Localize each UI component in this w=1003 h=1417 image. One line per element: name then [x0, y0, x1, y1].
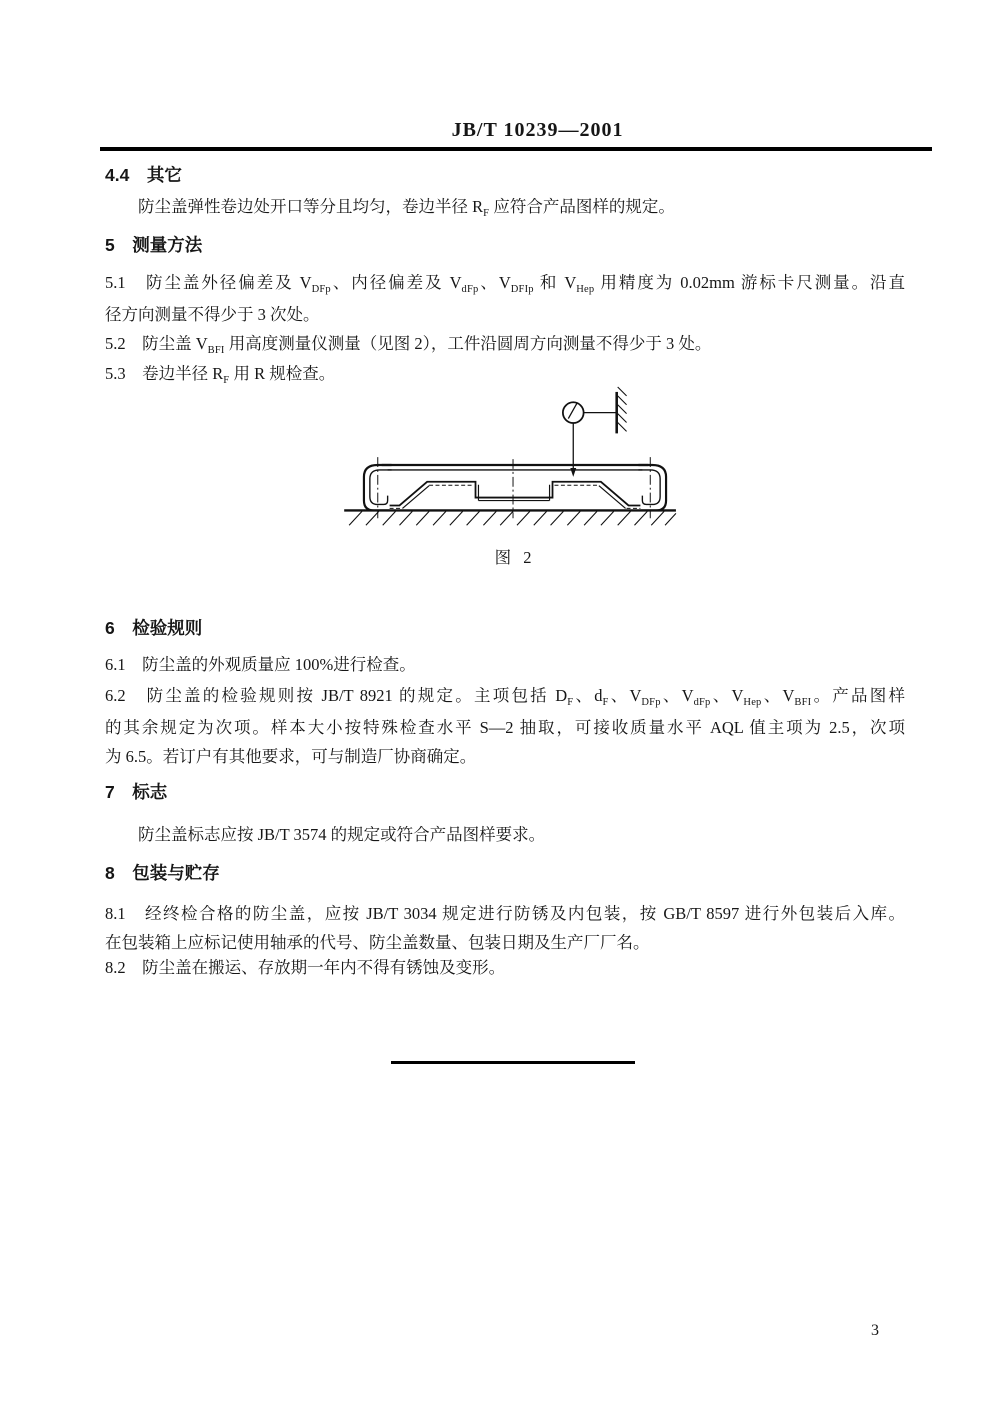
- dial-indicator: [563, 387, 627, 477]
- heading-7: 7 标志: [105, 782, 168, 802]
- clause-6-2-paragraph: 6.2 防尘盖的检验规则按 JB/T 8921 的规定。主项包括 $D_F$、$d_F$、$V_{DFp}$、$V_{dFp}$、$V_{Hep}$、$V_{BFI}$。产品图样 的其余规定为次项。样本大小按特殊检查水平 S—2 抽取，可接收质量水平 AQL 值主项为 2.5，次项 为 6.5。若订户有其他要求，可与制造厂协商确定。: [105, 686, 906, 766]
- clause-5-2-paragraph: 5.2 防尘盖 $V_{BFI}$ 用高度测量仪测量（见图 2），工件沿圆周方向测量不得少于 3 处。: [105, 334, 712, 356]
- clause-5-3-paragraph: 5.3 卷边半径 $R_F$ 用 R 规检查。: [105, 364, 336, 386]
- page-number: 3: [871, 1322, 879, 1339]
- clause-4-4-paragraph: 防尘盖弹性卷边处开口等分且均匀，卷边半径 $R_F$ 应符合产品图样的规定。: [138, 197, 675, 219]
- figure-2-caption: 图 2: [494, 548, 536, 567]
- dust-cover-cross-section: [364, 457, 666, 518]
- probe-arrowhead: [570, 468, 576, 477]
- heading-4-4: 4.4 其它: [105, 165, 182, 185]
- heading-6: 6 检验规则: [105, 618, 203, 638]
- heading-5: 5 测量方法: [105, 235, 203, 255]
- centerlines: [378, 457, 651, 518]
- heading-8: 8 包装与贮存: [105, 863, 220, 883]
- figure-2-drawing: [330, 386, 700, 542]
- standard-code-header: JB/T 10239—2001: [451, 119, 624, 141]
- clause-8-1-paragraph: 8.1 经终检合格的防尘盖，应按 JB/T 3034 规定进行防锈及内包装，按 GB/T 8597 进行外包装后入库。 在包装箱上应标记使用轴承的代号、防尘盖数量、包装日期及生产厂厂名。: [105, 904, 905, 952]
- end-of-document-rule: [391, 1061, 635, 1064]
- clause-5-1-paragraph: 5.1 防尘盖外径偏差及 $V_{DFp}$、内径偏差及 $V_{dFp}$、$V_{DFIp}$ 和 $V_{Hep}$ 用精度为 0.02mm 游标卡尺测量。沿直 径方向测量不得少于 3 次处。: [105, 273, 905, 324]
- ground-hatching: [344, 510, 676, 525]
- clause-8-2-paragraph: 8.2 防尘盖在搬运、存放期一年内不得有锈蚀及变形。: [105, 958, 506, 977]
- mount-wall-hatching: [618, 387, 627, 431]
- header-rule: [100, 147, 932, 151]
- clause-7-paragraph: 防尘盖标志应按 JB/T 3574 的规定或符合产品图样要求。: [138, 825, 546, 844]
- clause-6-1-paragraph: 6.1 防尘盖的外观质量应 100%进行检查。: [105, 655, 416, 674]
